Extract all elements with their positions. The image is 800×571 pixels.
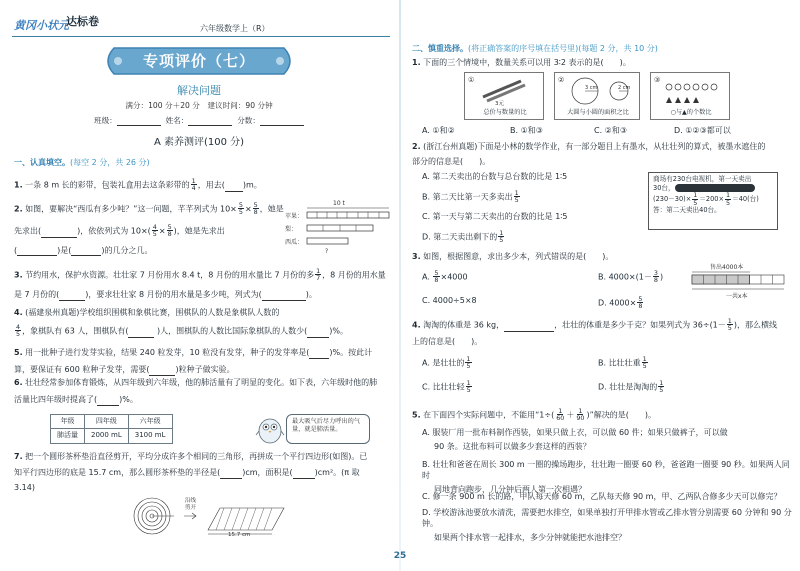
q2-text: )是( [57, 245, 72, 255]
price-label: 3元 [495, 101, 504, 107]
choice-text: ×4000 [440, 272, 468, 282]
choice-text: D. 第二天卖出剩下的 [422, 232, 498, 242]
q-stem: 部分的信息是( )。 [412, 156, 491, 166]
fraction [191, 178, 197, 192]
choice-b[interactable]: B. 4000×(1－ $\frac{3}{8}$ ) [598, 269, 664, 285]
choice-d[interactable]: D. 壮壮是淘淘的 $\frac{1}{5}$ [598, 379, 664, 395]
choice-text: D. 4000× [598, 298, 637, 308]
scenario-1-box [464, 72, 544, 120]
fraction: $\frac{1}{7}$ [316, 267, 321, 283]
q1-text-c: )m。 [242, 180, 262, 190]
part2-note: (将正确答案的序号填在括号里)(每题 2 分，共 10 分) [468, 44, 658, 53]
q3-text: )，要求壮壮家 8 月份的用水量是多少吨，列式为( [85, 289, 262, 299]
ink-blot [675, 184, 755, 192]
q7-text: )cm，面积是( [242, 467, 293, 477]
q7-text: )cm²。(π 取 [314, 467, 360, 477]
part1-note: (每空 2 分，共 26 分) [70, 158, 150, 167]
choice-d[interactable] [422, 508, 796, 543]
question-number: 1. [14, 180, 23, 190]
q6-text: 壮壮经常参加体育锻炼，从四年级到六年级，他的肺活量有了明显的变化。如下表，六年级时他的肺 [25, 378, 378, 387]
numerator: 1 [191, 177, 196, 185]
choice-text: 90 条。这批布料可以做多少套这样的西装？ [434, 441, 591, 451]
choice-d[interactable]: D. 4000× $\frac{5}{8}$ [598, 295, 643, 311]
q-stem: 下面的三个情境中，数量关系可以用 3∶2 表示的是( )。 [423, 58, 631, 67]
banner-title: 专项评价（七） [142, 52, 255, 70]
question-number: 5. [412, 410, 421, 420]
answer-blank[interactable] [128, 329, 154, 338]
table-cell: 六年级 [128, 415, 172, 429]
q4-text: ，象棋队有 63 人，围棋队有( [22, 326, 129, 336]
answer-blank[interactable] [220, 470, 242, 479]
q7-text: 3.14) [14, 482, 35, 492]
score-time-info: 满分：100 分＋20 分 建议时间：90 分钟 [125, 101, 273, 110]
scenario-2-caption: 大圆与小圆的面积之比 [567, 108, 629, 116]
question-number: 6. [14, 378, 23, 387]
q1-text-a: 一条 8 m 长的彩带，包装礼盒用去这条彩带的 [25, 180, 190, 190]
name-field[interactable] [188, 117, 232, 126]
circles-icon [555, 73, 641, 107]
choice-d[interactable]: D. ①②③都可以 [674, 126, 731, 135]
q-stem: )”解决的是( )。 [586, 410, 657, 420]
choice-c[interactable]: C. 比壮壮轻 $\frac{1}{5}$ [422, 379, 471, 395]
bar-bottom-label: 一共x本 [726, 293, 748, 300]
choice-text: B. 4000×(1－ [598, 272, 652, 282]
table-cell: 四年级 [85, 415, 129, 429]
choice-a[interactable]: A. 第二天卖出的台数与总台数的比是 1∶5 [422, 172, 568, 181]
choice-d[interactable] [422, 230, 505, 244]
diagram-ton-label: 10 t [333, 200, 345, 207]
scenario-3-caption: ○与▲的个数比 [670, 108, 712, 116]
q2-text: × [158, 226, 166, 236]
diagram-pear-label: 梨： [285, 226, 298, 233]
book-type: 达标卷 [66, 15, 99, 28]
question-1-6 [14, 378, 392, 406]
q4-text: )%。 [329, 326, 348, 336]
answer-blank[interactable] [59, 292, 85, 301]
answer-blank[interactable] [262, 292, 306, 301]
homework-note: 商场有230台电视机，第一天卖出 30台， (230－30)× $\frac{1}{5}$ ＝200× $\frac{1}{5}$ ＝40(台) 答：第二天卖出40台。 [648, 172, 778, 230]
question-1-7 [14, 452, 394, 493]
question-number: 2. [412, 142, 421, 151]
q-stem: 淘淘的体重是 36 kg， [423, 320, 505, 330]
choice-b[interactable] [422, 190, 521, 204]
q5-text: 用一批种子进行发芽实验，结果 240 粒发芽，10 粒没有发芽，种子的发芽率是( [25, 348, 310, 357]
name-label: 姓名： [165, 116, 189, 125]
choice-b[interactable]: B. ①和③ [510, 126, 543, 135]
shapes-icon [651, 73, 731, 107]
note-line: 答：第二天卖出40台。 [653, 205, 721, 214]
q4-text: 学校组织围棋和象棋比赛，围棋队的人数是象棋队人数的 [79, 308, 280, 317]
fraction: $\frac{5}{8}$ [167, 222, 172, 239]
fraction: $\frac{4}{5}$ [152, 222, 157, 239]
question-2-1 [412, 58, 792, 69]
choice-text: D. 学校游泳池要放水清洗，需要把水排空，如果单独打开甲排水管或乙排水管分别需要 60 分钟和 90 分钟。 [422, 508, 792, 528]
fraction: $\frac{1}{5}$ [499, 229, 504, 245]
scenario-3-box [650, 72, 730, 120]
part1-heading [14, 158, 150, 169]
fraction: $\frac{5}{5}$ [238, 201, 243, 217]
q-stem: 上的信息是( )。 [412, 336, 483, 346]
svg-text:②: ② [558, 76, 565, 84]
choice-text: A. 是壮壮的 [422, 358, 465, 368]
question-number: 4. [412, 320, 421, 330]
diagram-melon-label: 西瓜： [285, 239, 304, 246]
answer-blank[interactable] [17, 247, 57, 256]
choice-a[interactable]: A. 是壮壮的 $\frac{1}{5}$ [422, 355, 471, 371]
question-2-5: 5. 在下面四个实际问题中，不能用“1÷( $\frac{1}{60}$ ＋ $\frac{1}{90}$ )”解决的是( )。 [412, 407, 657, 423]
q-stem: (浙江台州真题)下面是小林的数学作业，有一部分题目上有墨水，从壮壮列的算式，被墨水遮住的 [423, 142, 766, 151]
choice-text: D. 壮壮是淘淘的 [598, 382, 658, 392]
choice-c[interactable]: C. 第一天与第二天卖出的台数的比是 1∶5 [422, 212, 568, 221]
choice-text: B. 比壮壮重 [598, 358, 641, 368]
question-2-2 [412, 142, 796, 168]
q3-text: 节约用水，保护水资源。壮壮家 7 月份用水 8.4 t，8 月份的用水量比 7 月份的多 [25, 270, 315, 280]
q2-text: 先求出( [14, 226, 42, 236]
score-field[interactable] [260, 117, 304, 126]
choice-c[interactable]: C. 4000÷5×8 [422, 296, 477, 305]
big-radius: 3 cm [585, 85, 598, 91]
answer-blank[interactable] [149, 367, 175, 376]
right-page [402, 0, 800, 571]
question-1-4 [14, 308, 392, 338]
question-number: 4. [14, 308, 23, 317]
bar-top-label: 售出4000本 [710, 264, 744, 271]
class-field[interactable] [117, 117, 161, 126]
cut-label: 沿线 [185, 498, 197, 504]
answer-blank[interactable] [309, 350, 329, 359]
q-stem: 如图，根据图意，求出多少本，列式错误的是( )。 [423, 252, 614, 261]
header-divider [12, 36, 390, 37]
q5-text: )%。按此计 [329, 348, 373, 357]
answer-blank[interactable] [71, 247, 101, 256]
answer-blank[interactable] [293, 470, 315, 479]
part2-head-text: 二、慎重选择。 [412, 44, 468, 53]
fraction: $\frac{1}{5}$ [514, 189, 519, 205]
q2-text: ( [14, 245, 18, 255]
q2-text: × [244, 204, 252, 214]
question-1-3 [14, 268, 392, 301]
note-line: (230－30)× [653, 195, 692, 204]
q-stem: )，那么横线 [733, 320, 777, 330]
base-length-label: 15.7 cm [228, 532, 251, 538]
q1-text-b: ，用去( [197, 180, 225, 190]
question-number: 7. [14, 452, 23, 461]
choice-c[interactable]: C. 修一条 900 m 长的路，甲队每天修 60 m，乙队每天修 90 m，甲、乙两队合修多少天可以修完？ [422, 492, 782, 501]
choice-text: B. 第二天比第一天多卖出 [422, 192, 513, 202]
section-a-title: A 素养测评(100 分) [153, 137, 245, 148]
q2-text: )，她是先求出 [173, 226, 225, 236]
segment-bar-diagram [690, 262, 788, 304]
q2-text: ，她是 [259, 204, 284, 214]
q5-text: )粒种子做实验。 [175, 364, 235, 374]
question-number: 3. [412, 252, 421, 261]
choice-a[interactable]: A. $\frac{5}{8}$ ×4000 [422, 269, 468, 285]
q-stem: ，壮壮的体重是多少千克？如果列式为 36÷(1－ [554, 320, 726, 330]
choice-c[interactable]: C. ②和③ [594, 126, 628, 135]
part2-heading [412, 44, 658, 55]
question-1-2 [14, 202, 284, 256]
q7-text: 知平行四边形的底是 15.7 cm，那么圆形茶杯垫的半径是( [14, 467, 221, 477]
choice-b[interactable] [422, 460, 796, 495]
student-info [0, 116, 398, 126]
note-line: ＝200× [699, 195, 725, 204]
denominator: 4 [191, 184, 196, 193]
choice-a[interactable]: A. ①和② [422, 126, 455, 135]
question-1-1 [14, 178, 389, 192]
fraction: $\frac{5}{8}$ [253, 201, 258, 217]
question-2-4: 4. 淘淘的体重是 36 kg， ，壮壮的体重是多少千克？如果列式为 36÷(1－ $\frac{1}{5}$ )，那么横线 上的信息是( )。 [412, 317, 777, 346]
answer-blank[interactable] [307, 329, 329, 338]
choice-a[interactable] [422, 428, 794, 453]
q2-text: )，依依列式为 10×( [77, 226, 151, 236]
score-label: 分数： [237, 116, 260, 125]
q2-text: )的几分之几。 [101, 245, 153, 255]
q3-text: )。 [305, 289, 317, 299]
table-cell: 年级 [51, 415, 85, 429]
q3-text: 是 7 月份的( [14, 289, 60, 299]
svg-text:黄冈小状元: 黄冈小状元 [14, 19, 69, 32]
svg-text:①: ① [468, 76, 475, 84]
choice-b[interactable]: B. 比壮壮重 $\frac{1}{5}$ [598, 355, 647, 371]
grade-label: 六年级数学上（R） [200, 24, 270, 33]
brand-logo-icon [14, 14, 69, 34]
q2-text: 如图，要解决“西瓜有多少吨？”这一问题，芊芊列式为 10× [25, 204, 237, 214]
choice-text: 如果两个排水管一起排水，多少分钟就能把水池排空？ [434, 532, 626, 542]
choice-text: ) [659, 272, 664, 282]
owl-mascot-icon [256, 414, 284, 444]
question-number: 3. [14, 270, 23, 280]
table-row [51, 415, 173, 429]
q4-text: )人，围棋队的人数比国际象棋队的人数少( [157, 326, 308, 336]
q7-text: 把一个圆形茶杯垫沿直径剪开，平均分成许多个相同的三角形，再拼成一个平行四边形(如图)。已 [25, 452, 368, 461]
q5-text: 算，要保证有 600 粒种子发芽，需要( [14, 364, 150, 374]
cut-label-2: 剪开 [185, 505, 197, 511]
q3-text: ，8 月份的用水量 [322, 270, 386, 280]
scenario-2-box [554, 72, 640, 120]
topic-title: 解决问题 [177, 84, 221, 97]
question-1-5 [14, 348, 392, 376]
q-stem: ＋ [566, 410, 575, 420]
answer-blank[interactable] [41, 229, 77, 238]
question-number: 2. [14, 204, 23, 214]
answer-blank[interactable] [225, 183, 243, 192]
question-number: 5. [14, 348, 23, 357]
scenario-1-caption: 总价与数量的比 [483, 108, 527, 116]
choice-text: C. 比壮壮轻 [422, 382, 465, 392]
note-line: ＝40(台) [732, 195, 759, 204]
circle-cut-diagram [130, 494, 290, 536]
table-cell: 2000 mL [85, 429, 129, 443]
question-source-tag: (福建泉州真题) [25, 308, 80, 317]
diagram-question-mark: ? [325, 248, 329, 255]
fraction: $\frac{4}{5}$ [16, 322, 21, 339]
choice-text: A. 服装厂用一批布料制作西装，如果只做上衣，可以做 60 件；如果只做裤子，可以做 [422, 428, 728, 437]
class-label: 班级： [94, 116, 117, 125]
choice-text: 同地背向跑步，几分钟后两人第一次相遇？ [434, 484, 586, 494]
choice-text: B. 壮壮和爸爸在周长 300 m 一圈的操场跑步，壮壮跑一圈要 60 秒，爸爸跑一圈要 90 秒。如果两人同时 [422, 460, 790, 480]
q-stem: 在下面四个实际问题中，不能用“1÷( [423, 410, 555, 420]
page-number: 25 [393, 551, 407, 561]
small-radius: 2 cm [618, 85, 631, 91]
fruit-line-diagram [285, 198, 391, 256]
answer-blank[interactable] [504, 323, 554, 332]
table-cell: 3100 mL [128, 429, 172, 443]
diagram-apple-label: 苹果： [285, 213, 304, 220]
note-line: 30台， [653, 183, 675, 192]
tip-bubble: 最大吸气后尽力呼出的气量，就是肺活量。 [286, 414, 370, 444]
question-number: 1. [412, 58, 421, 67]
page-spine [399, 0, 401, 571]
q6-text: 活量比四年级时提高了( [14, 394, 98, 404]
answer-blank[interactable] [97, 397, 119, 406]
lung-capacity-table [50, 414, 173, 444]
pencil-icon [465, 73, 545, 107]
left-page [0, 0, 398, 571]
part1-head-text: 一、认真填空。 [14, 158, 70, 167]
note-line: 商场有230台电视机，第一天卖出 [653, 175, 752, 183]
table-row [51, 429, 173, 443]
table-cell: 肺活量 [51, 429, 85, 443]
choice-text: A. [422, 272, 430, 282]
q6-text: )%。 [119, 394, 138, 404]
svg-text:③: ③ [654, 76, 661, 84]
